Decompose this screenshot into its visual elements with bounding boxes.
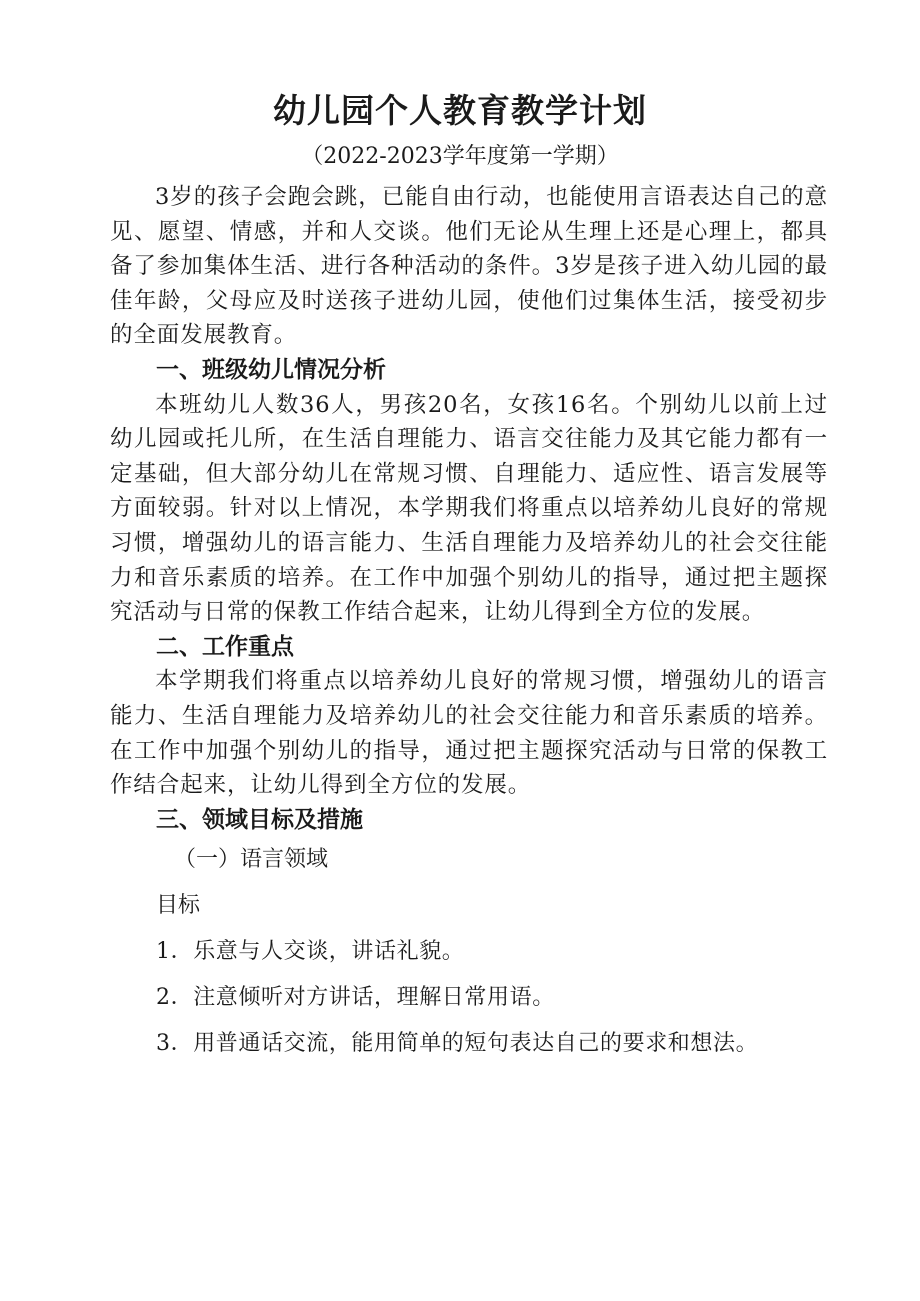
section-heading-class-analysis: 一、班级幼儿情况分析 xyxy=(156,356,386,383)
subsection-heading-language: （一）语言领域 xyxy=(174,847,329,873)
document-subtitle: （2022-2023学年度第一学期） xyxy=(301,144,619,169)
document-body xyxy=(110,180,828,1067)
goal-item: 3．用普通话交流，能用简单的短句表达自己的要求和想法。 xyxy=(156,1031,759,1057)
goal-item: 2．注意倾听对方讲话，理解日常用语。 xyxy=(156,985,555,1011)
section-heading-work-focus: 二、工作重点 xyxy=(156,633,294,660)
section-heading-domain-goals: 三、领域目标及措施 xyxy=(156,806,363,833)
intro-paragraph: 3岁的孩子会跑会跳，已能自由行动，也能使用言语表达自己的意见、愿望、情感，并和人交谈。他们无论从生理上还是心理上，都具备了参加集体生活、进行各种活动的条件。3岁是孩子进入幼儿园的最佳年龄，父母应及时送孩子进幼儿园，使他们过集体生活，接受初步的全面发展教育。 xyxy=(110,184,828,349)
section-paragraph-class-analysis: 本班幼儿人数36人，男孩20名，女孩16名。个别幼儿以前上过幼儿园或托儿所，在生活自理能力、语言交往能力及其它能力都有一定基础，但大部分幼儿在常规习惯、自理能力、适应性、语言发展等方面较弱。针对以上情况，本学期我们将重点以培养幼儿良好的常规习惯，增强幼儿的语言能力、生活自理能力及培养幼儿的社会交往能力和音乐素质的培养。在工作中加强个别幼儿的指导，通过把主题探究活动与日常的保教工作结合起来，让幼儿得到全方位的发展。 xyxy=(110,391,828,626)
document-title: 幼儿园个人教育教学计划 xyxy=(273,91,647,130)
goals-label: 目标 xyxy=(156,893,201,919)
goal-item: 1．乐意与人交谈，讲话礼貌。 xyxy=(156,939,465,965)
section-paragraph-work-focus: 本学期我们将重点以培养幼儿良好的常规习惯，增强幼儿的语言能力、生活自理能力及培养幼儿的社会交往能力和音乐素质的培养。在工作中加强个别幼儿的指导，通过把主题探究活动与日常的保教工作结合起来，让幼儿得到全方位的发展。 xyxy=(110,668,828,799)
